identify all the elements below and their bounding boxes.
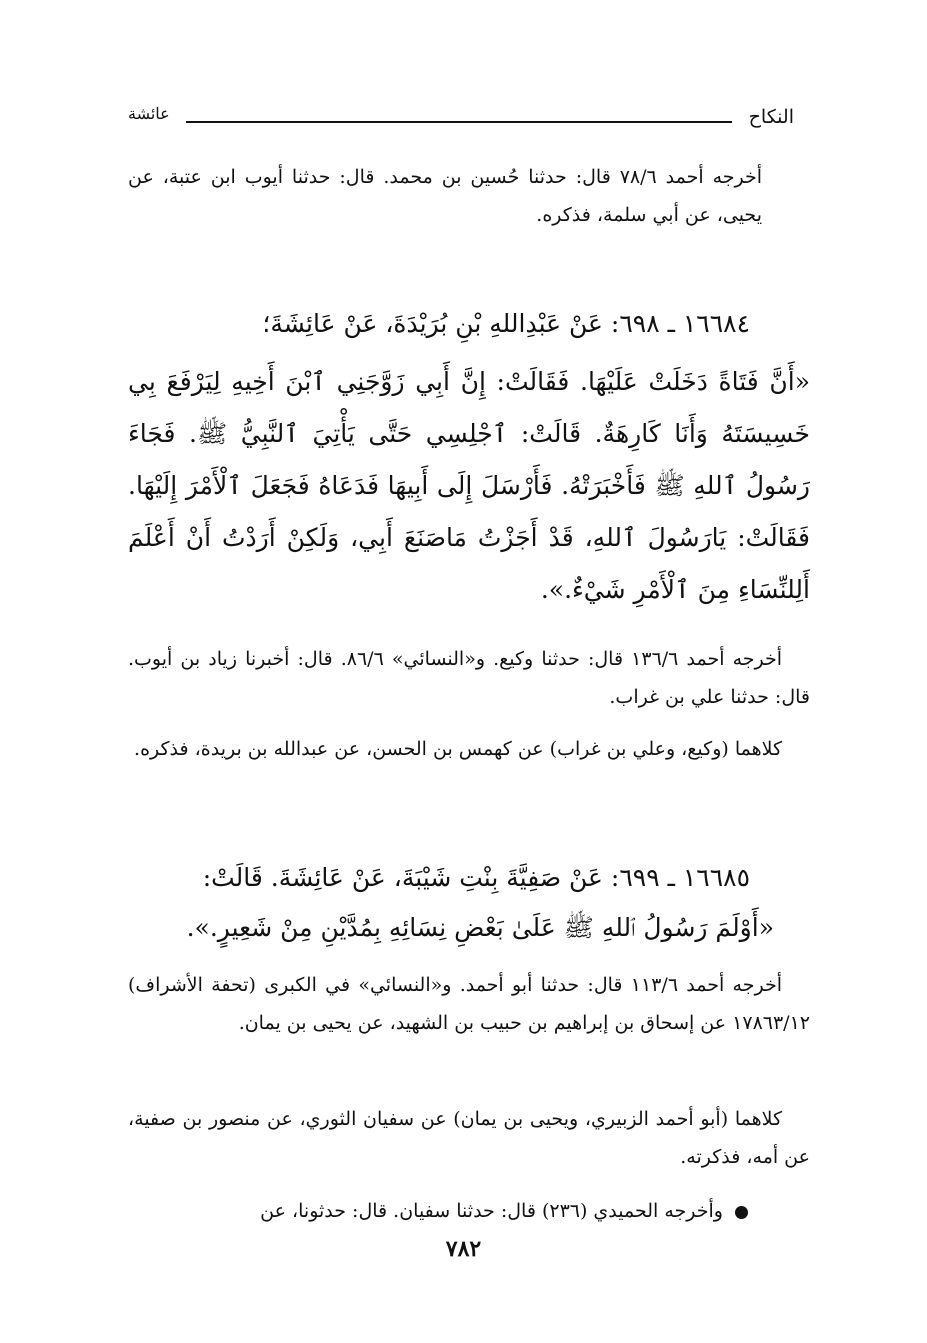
narrator-title: عائشة: [128, 104, 170, 123]
reference-paragraph: أخرجه أحمد ٧٨/٦ قال: حدثنا حُسين بن محمد. قال: حدثنا أيوب ابن عتبة، عن يحيى، عن أبي سلمة، فذكره.: [128, 166, 763, 226]
page-number: ٧٨٢: [445, 1236, 482, 1262]
reference-paragraph: أخرجه أحمد ١٣٦/٦ قال: حدثنا وكيع. و«النسائي» ٨٦/٦. قال: أخبرنا زياد بن أيوب. قال: حدثنا علي بن غراب.: [128, 648, 810, 708]
reference-text: وأخرجه الحميدي (٢٣٦) قال: حدثنا سفيان. قال: حدثونا، عن: [260, 1200, 723, 1222]
bullet-icon: [735, 1206, 748, 1219]
chapter-title: النكاح: [748, 106, 794, 128]
hadith-text: «أَوْلَمَ رَسُولُ ٱللهِ ﷺ عَلَىٰ بَعْضِ نِسَائِهِ بِمُدَّيْنِ مِنْ شَعِيرٍ.».: [186, 913, 774, 942]
running-header: [128, 104, 794, 140]
reference-paragraph: كلاهما (أبو أحمد الزبيري، ويحيى بن يمان) عن سفيان الثوري، عن منصور بن صفية، عن أمه، فذكرته.: [128, 1108, 810, 1168]
reference-paragraph: أخرجه أحمد ١١٣/٦ قال: حدثنا أبو أحمد. و«النسائي» في الكبرى (تحفة الأشراف) ١٧٨٦٣/١٢ عن إسحاق بن إبراهيم بن حبيب بن الشهيد، عن يحيى بن يمان.: [128, 974, 810, 1034]
hadith-text: «أَنَّ فَتَاةً دَخَلَتْ عَلَيْهَا. فَقَالَتْ: إِنَّ أَبِي زَوَّجَنِي ٱبْنَ أَخِيهِ لِيَرْفَعَ بِي خَسِيسَتَهُ وَأَنَا كَارِهَةٌ. قَالَتْ: ٱجْلِسِي حَتَّى يَأْتِيَ ٱلنَّبِيُّ ﷺ. فَجَاءَ رَسُولُ ٱللهِ ﷺ فَأَخْبَرَتْهُ. فَأَرْسَلَ إِلَى أَبِيهَا فَدَعَاهُ فَجَعَلَ ٱلْأَمْرَ إِلَيْهَا. فَقَالَتْ: يَارَسُولَ ٱللهِ، قَدْ أَجَزْتُ مَاصَنَعَ أَبِي، وَلَكِنْ أَرَدْتُ أَنْ أَعْلَمَ أَلِلنِّسَاءِ مِنَ ٱلْأَمْرِ شَيْءٌ.».: [128, 367, 811, 604]
header-rule: [186, 121, 732, 123]
hadith-heading: ١٦٦٨٤ ـ ٦٩٨: عَنْ عَبْدِاللهِ بْنِ بُرَيْدَةَ، عَنْ عَائِشَةَ؛: [262, 309, 750, 338]
reference-paragraph: كلاهما (وكيع، وعلي بن غراب) عن كهمس بن الحسن، عن عبدالله بن بريدة، فذكره.: [134, 738, 782, 760]
hadith-heading: ١٦٦٨٥ ـ ٦٩٩: عَنْ صَفِيَّةَ بِنْتِ شَيْبَةَ، عَنْ عَائِشَةَ. قَالَتْ:: [202, 863, 750, 892]
reference-paragraph-bulleted: [128, 1192, 748, 1230]
